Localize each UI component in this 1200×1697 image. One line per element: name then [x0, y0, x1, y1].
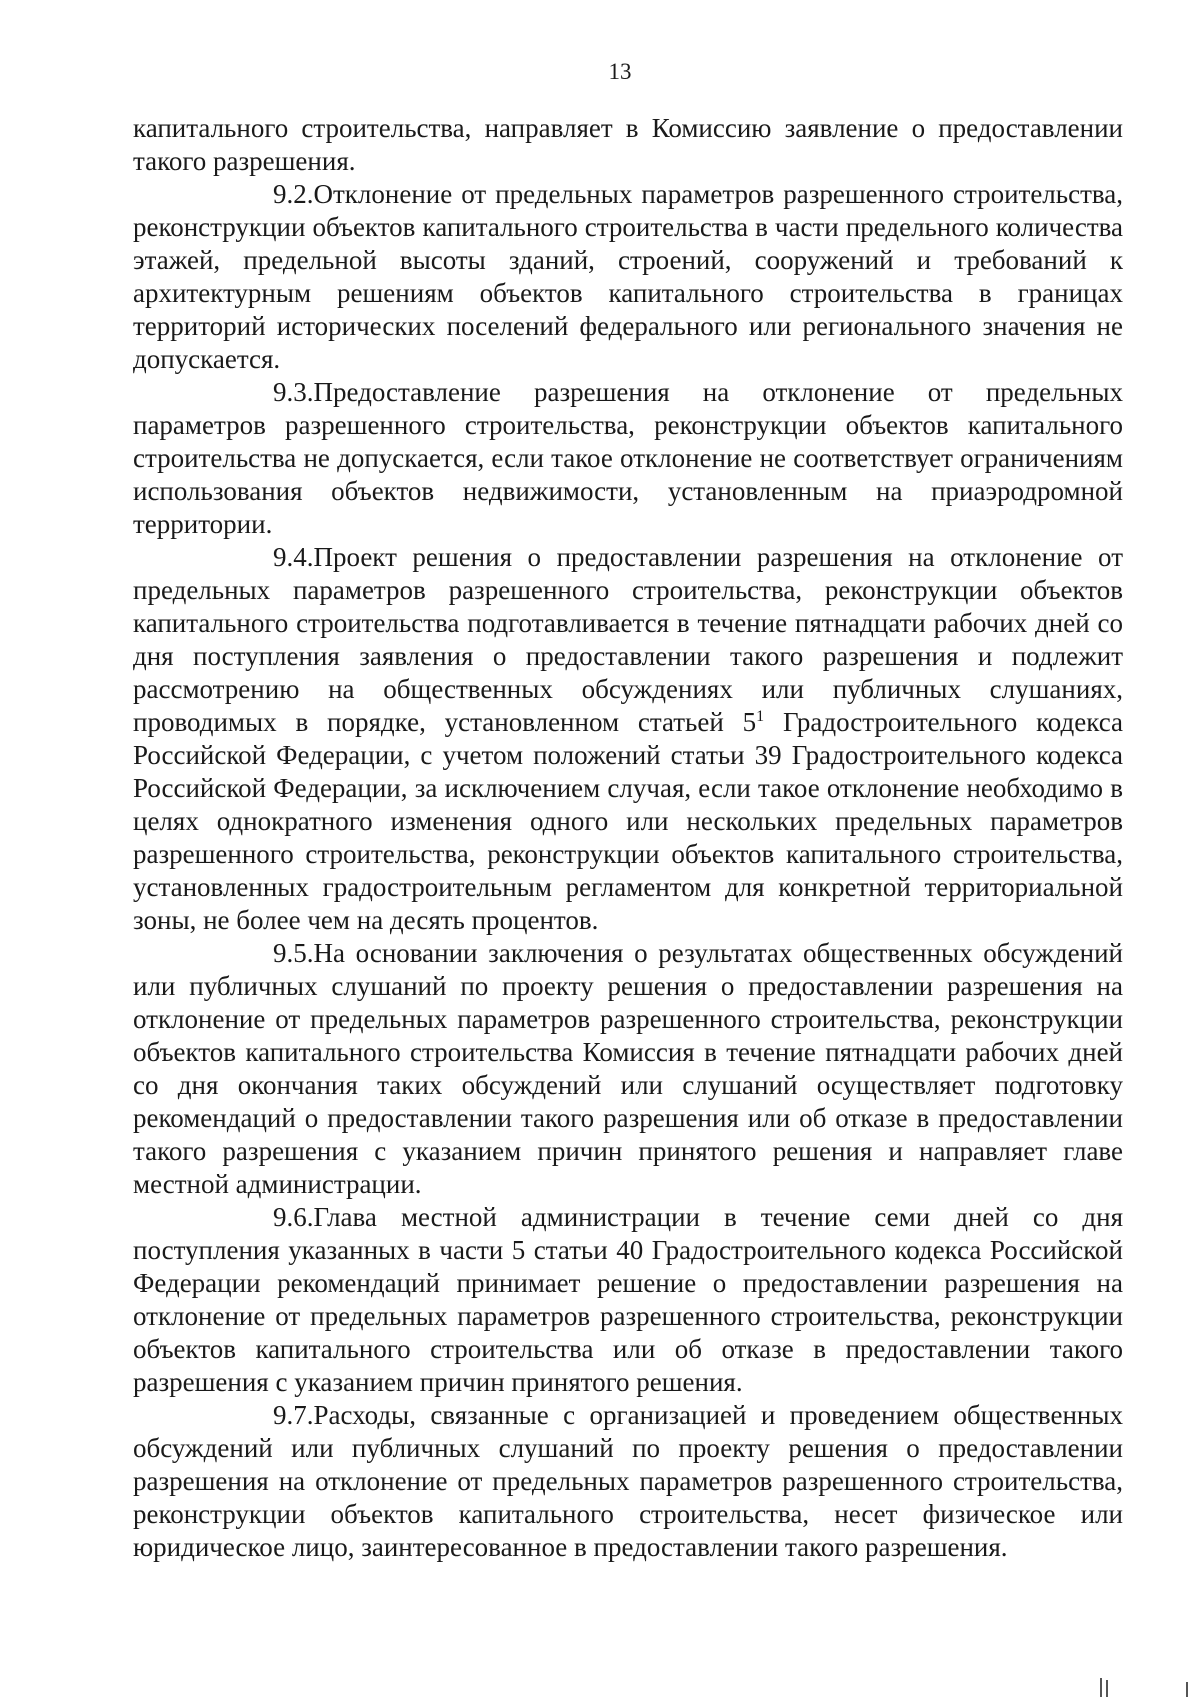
paragraph-text: Расходы, связанные с организацией и проведением общественных обсуждений или публичных слушаний по проекту решения о предоставлении разрешения на отклонение от предельных параметров разрешенного строительства, реконструкции объектов капитального строительства, несет физическое или юридическое лицо, заинтересованное в предоставлении такого разрешения. — [133, 1400, 1123, 1562]
paragraph-number: 9.7. — [273, 1400, 314, 1430]
paragraph-number: 9.5. — [273, 938, 314, 968]
continuation-paragraph: капитального строительства, направляет в Комиссию заявление о предоставлении такого разрешения. — [133, 113, 1123, 176]
page-number: 13 — [608, 59, 632, 84]
paragraph-number: 9.3. — [273, 377, 314, 407]
paragraph-number: 9.6. — [273, 1202, 314, 1232]
paragraph-text-continued: Градостроительного кодекса Российской Федерации, с учетом положений статьи 39 Градостроительного кодекса Российской Федерации, за исключением случая, если такое отклонение необходимо в целях однократного изменения одного или нескольких предельных параметров разрешенного строительства, реконструкции объектов капитального строительства, установленных градостроительным регламентом для конкретной территориальной зоны, не более чем на десять процентов. — [133, 707, 1123, 935]
paragraph-text: Глава местной администрации в течение семи дней со дня поступления указанных в части 5 статьи 40 Градостроительного кодекса Российской Федерации рекомендаций принимает решение о предоставлении разрешения на отклонение от предельных параметров разрешенного строительства, реконструкции объектов капитального строительства или об отказе в предоставлении такого разрешения с указанием причин принятого решения. — [133, 1202, 1123, 1397]
paragraph-9-5 — [133, 937, 1123, 1201]
scan-edge-mark — [1186, 1682, 1188, 1697]
paragraph-9-2 — [133, 178, 1123, 376]
paragraph-number: 9.2. — [273, 179, 314, 209]
paragraph-9-6 — [133, 1201, 1123, 1399]
scan-edge-mark — [1100, 1678, 1102, 1697]
paragraph-text: На основании заключения о результатах общественных обсуждений или публичных слушаний по проекту решения о предоставлении разрешения на отклонение от предельных параметров разрешенного строительства, реконструкции объектов капитального строительства Комиссия в течение пятнадцати рабочих дней со дня окончания таких обсуждений или слушаний осуществляет подготовку рекомендаций о предоставлении такого разрешения или об отказе в предоставлении такого разрешения с указанием причин принятого решения и направляет главе местной администрации. — [133, 938, 1123, 1199]
document-body — [133, 112, 1123, 1564]
superscript: 1 — [756, 708, 765, 725]
paragraph-9-4 — [133, 541, 1123, 937]
paragraph-number: 9.4. — [273, 542, 314, 572]
paragraph-9-7 — [133, 1399, 1123, 1564]
paragraph-9-3 — [133, 376, 1123, 541]
paragraph-text: Предоставление разрешения на отклонение от предельных параметров разрешенного строительства, реконструкции объектов капитального строительства не допускается, если такое отклонение не соответствует ограничениям использования объектов недвижимости, установленным на приаэродромной территории. — [133, 377, 1123, 539]
scan-edge-mark — [1106, 1680, 1108, 1697]
paragraph-text: Проект решения о предоставлении разрешения на отклонение от предельных параметров разрешенного строительства, реконструкции объектов капитального строительства подготавливается в течение пятнадцати рабочих дней со дня поступления заявления о предоставлении такого разрешения и подлежит рассмотрению на общественных обсуждениях или публичных слушаниях, проводимых в порядке, установленном статьей 5 — [133, 542, 1123, 737]
paragraph-text: Отклонение от предельных параметров разрешенного строительства, реконструкции объектов капитального строительства в части предельного количества этажей, предельной высоты зданий, строений, сооружений и требований к архитектурным решениям объектов капитального строительства в границах территорий исторических поселений федерального или регионального значения не допускается. — [133, 179, 1123, 374]
